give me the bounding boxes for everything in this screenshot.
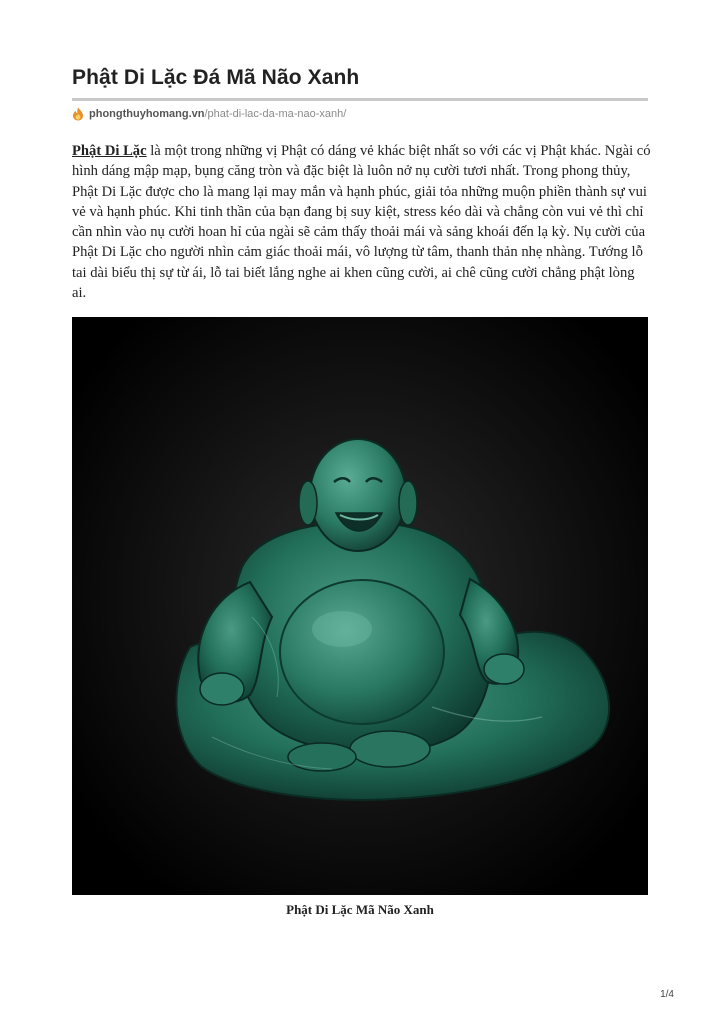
intro-text: là một trong những vị Phật có dáng vẻ khác biệt nhất so với các vị Phật khác. Ngài có hình dáng mập mạp, bụng căng tròn và đặc biệt là luôn nở nụ cười tươi nhất. Trong phong thủy, Phật Di Lặc được cho là mang lại may mắn và hạnh phúc, giải tỏa những muộn phiền thành sự vui vẻ và hạnh phúc. Khi tinh thần của bạn đang bị suy kiệt, stress kéo dài và chẳng còn vui vẻ thì chỉ cần nhìn vào nụ cười hoan hỉ của ngài sẽ cảm thấy thoải mái và sảng khoái đến lạ kỳ. Nụ cười của Phật Di Lặc cho người nhìn cảm giác thoải mái, vô lượng từ tâm, thanh thản nhẹ nhàng. Tướng lỗ tai dài biểu thị sự từ ái, lỗ tai biết lắng nghe ai khen cũng cười, ai chê cũng cười chẳng phật lòng ai. bbox=[72, 143, 651, 302]
intro-paragraph bbox=[72, 141, 652, 303]
page-title: Phật Di Lặc Đá Mã Não Xanh bbox=[72, 66, 360, 89]
title-divider bbox=[72, 98, 648, 101]
source-path[interactable]: /phat-di-lac-da-ma-nao-xanh/ bbox=[204, 108, 347, 120]
source-domain[interactable]: phongthuyhomang.vn bbox=[89, 108, 205, 120]
buddha-statue-photo bbox=[72, 317, 648, 895]
jade-buddha-illustration bbox=[72, 317, 648, 895]
figure-caption: Phật Di Lặc Mã Não Xanh bbox=[286, 902, 434, 917]
page-number: 1/4 bbox=[660, 989, 674, 1000]
flame-logo-icon bbox=[72, 107, 84, 121]
phat-di-lac-link[interactable]: Phật Di Lặc bbox=[72, 143, 147, 159]
source-url[interactable] bbox=[72, 107, 346, 121]
